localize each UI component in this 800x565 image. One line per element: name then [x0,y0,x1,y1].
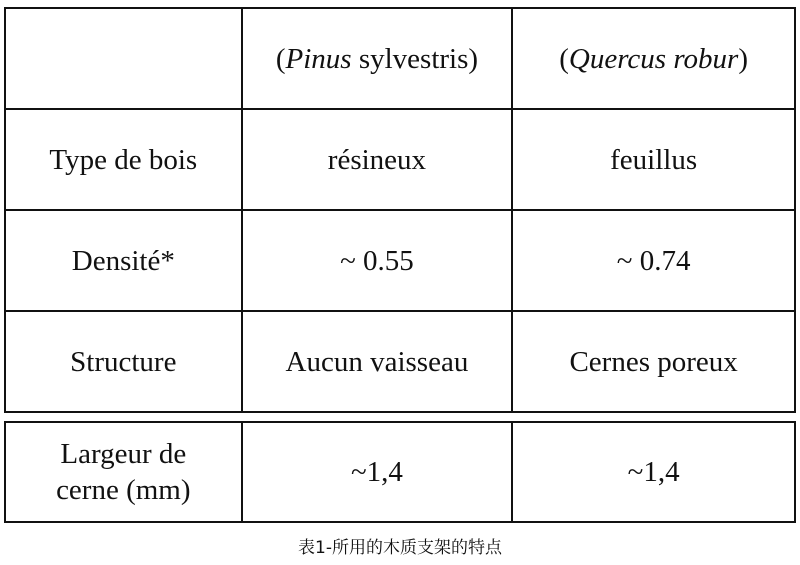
wood-properties-table [4,7,796,413]
cell-pinus-wood-type: résineux [242,109,513,210]
cell-pinus-structure: Aucun vaisseau [242,311,513,412]
cell-pinus-density: ~ 0.55 [242,210,513,311]
header-quercus-robur: (Quercus robur) [512,8,795,109]
cell-quercus-density: ~ 0.74 [512,210,795,311]
row-label-ring-width [5,422,242,522]
table-row [5,311,795,412]
table-row [5,210,795,311]
header-empty-cell [5,8,242,109]
cell-quercus-ring-width: ~1,4 [512,422,795,522]
cell-quercus-wood-type: feuillus [512,109,795,210]
cell-pinus-ring-width: ~1,4 [242,422,513,522]
table-row [5,109,795,210]
cell-quercus-structure: Cernes poreux [512,311,795,412]
header-pinus-sylvestris: (Pinus sylvestris) [242,8,513,109]
table-caption: 表1-所用的木质支架的特点 [298,538,502,558]
ring-width-table [4,421,796,523]
row-label-density: Densité* [5,210,242,311]
table-header-row [5,8,795,109]
ring-width-label-line1: Largeur de [60,438,187,470]
ring-width-label-line2: cerne (mm) [56,474,191,506]
row-label-wood-type: Type de bois [5,109,242,210]
row-label-structure: Structure [5,311,242,412]
table-row [5,422,795,522]
